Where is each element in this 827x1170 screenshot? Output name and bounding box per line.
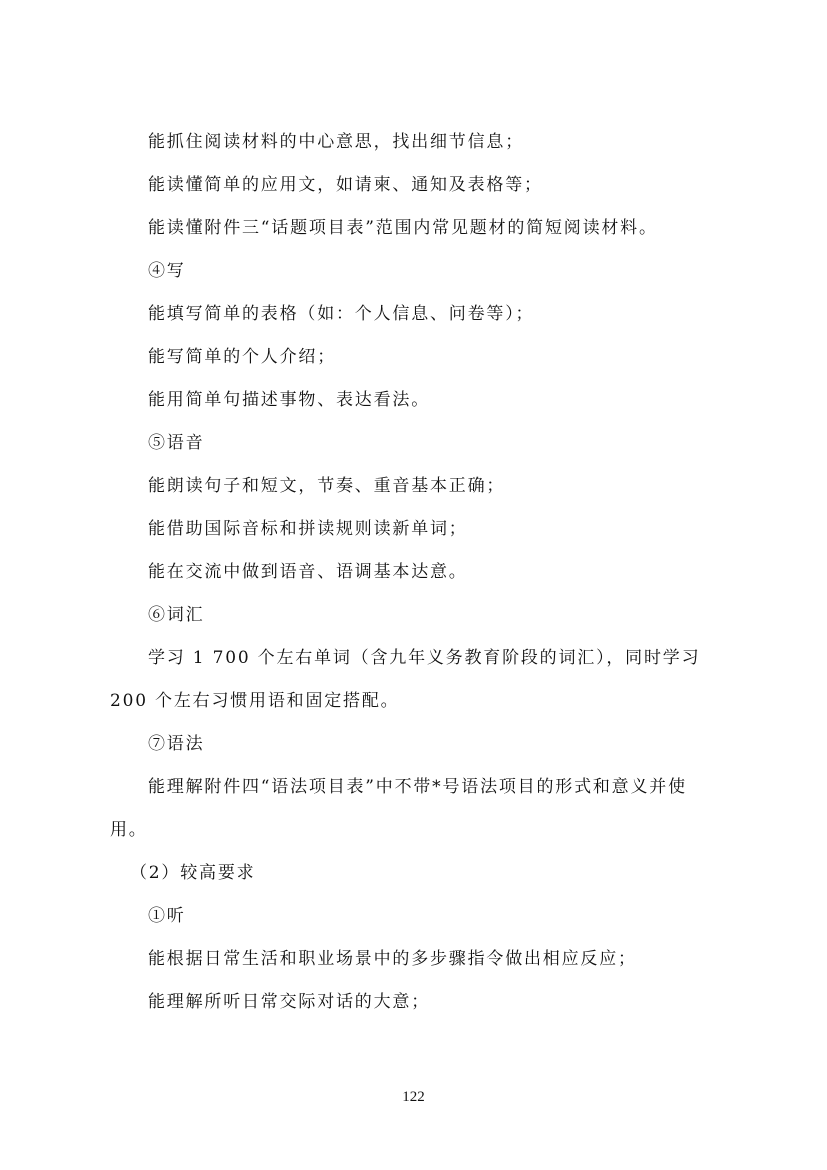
section-heading: ⑥词汇: [148, 605, 205, 625]
subsection-heading: （2）较高要求: [130, 863, 256, 883]
text-line: 能借助国际音标和拼读规则读新单词；: [148, 519, 468, 539]
text-line: 200 个左右习惯用语和固定搭配。: [110, 691, 400, 711]
text-line: 能在交流中做到语音、语调基本达意。: [148, 562, 468, 582]
text-line: 学习 1 700 个左右单词（含九年义务教育阶段的词汇），同时学习: [148, 648, 701, 668]
section-heading: ⑤语音: [148, 433, 205, 453]
text-line: 能根据日常生活和职业场景中的多步骤指令做出相应反应；: [148, 949, 637, 969]
text-line: 能写简单的个人介绍；: [148, 347, 336, 367]
text-line: 能填写简单的表格（如：个人信息、问卷等）；: [148, 304, 535, 324]
section-heading: ⑦语法: [148, 734, 205, 754]
section-heading: ①听: [148, 906, 186, 926]
text-line: 用。: [110, 820, 148, 840]
text-line: 能用简单句描述事物、表达看法。: [148, 390, 430, 410]
text-line: 能理解所听日常交际对话的大意；: [148, 992, 430, 1012]
text-line: 能读懂简单的应用文，如请柬、通知及表格等；: [148, 175, 543, 195]
text-line: 能理解附件四“语法项目表”中不带*号语法项目的形式和意义并使: [148, 777, 687, 797]
page-number: 122: [402, 1089, 425, 1105]
section-heading: ④写: [148, 261, 186, 281]
text-line: 能朗读句子和短文，节奏、重音基本正确；: [148, 476, 506, 496]
text-line: 能读懂附件三“话题项目表”范围内常见题材的简短阅读材料。: [148, 218, 658, 238]
text-line: 能抓住阅读材料的中心意思，找出细节信息；: [148, 132, 524, 152]
